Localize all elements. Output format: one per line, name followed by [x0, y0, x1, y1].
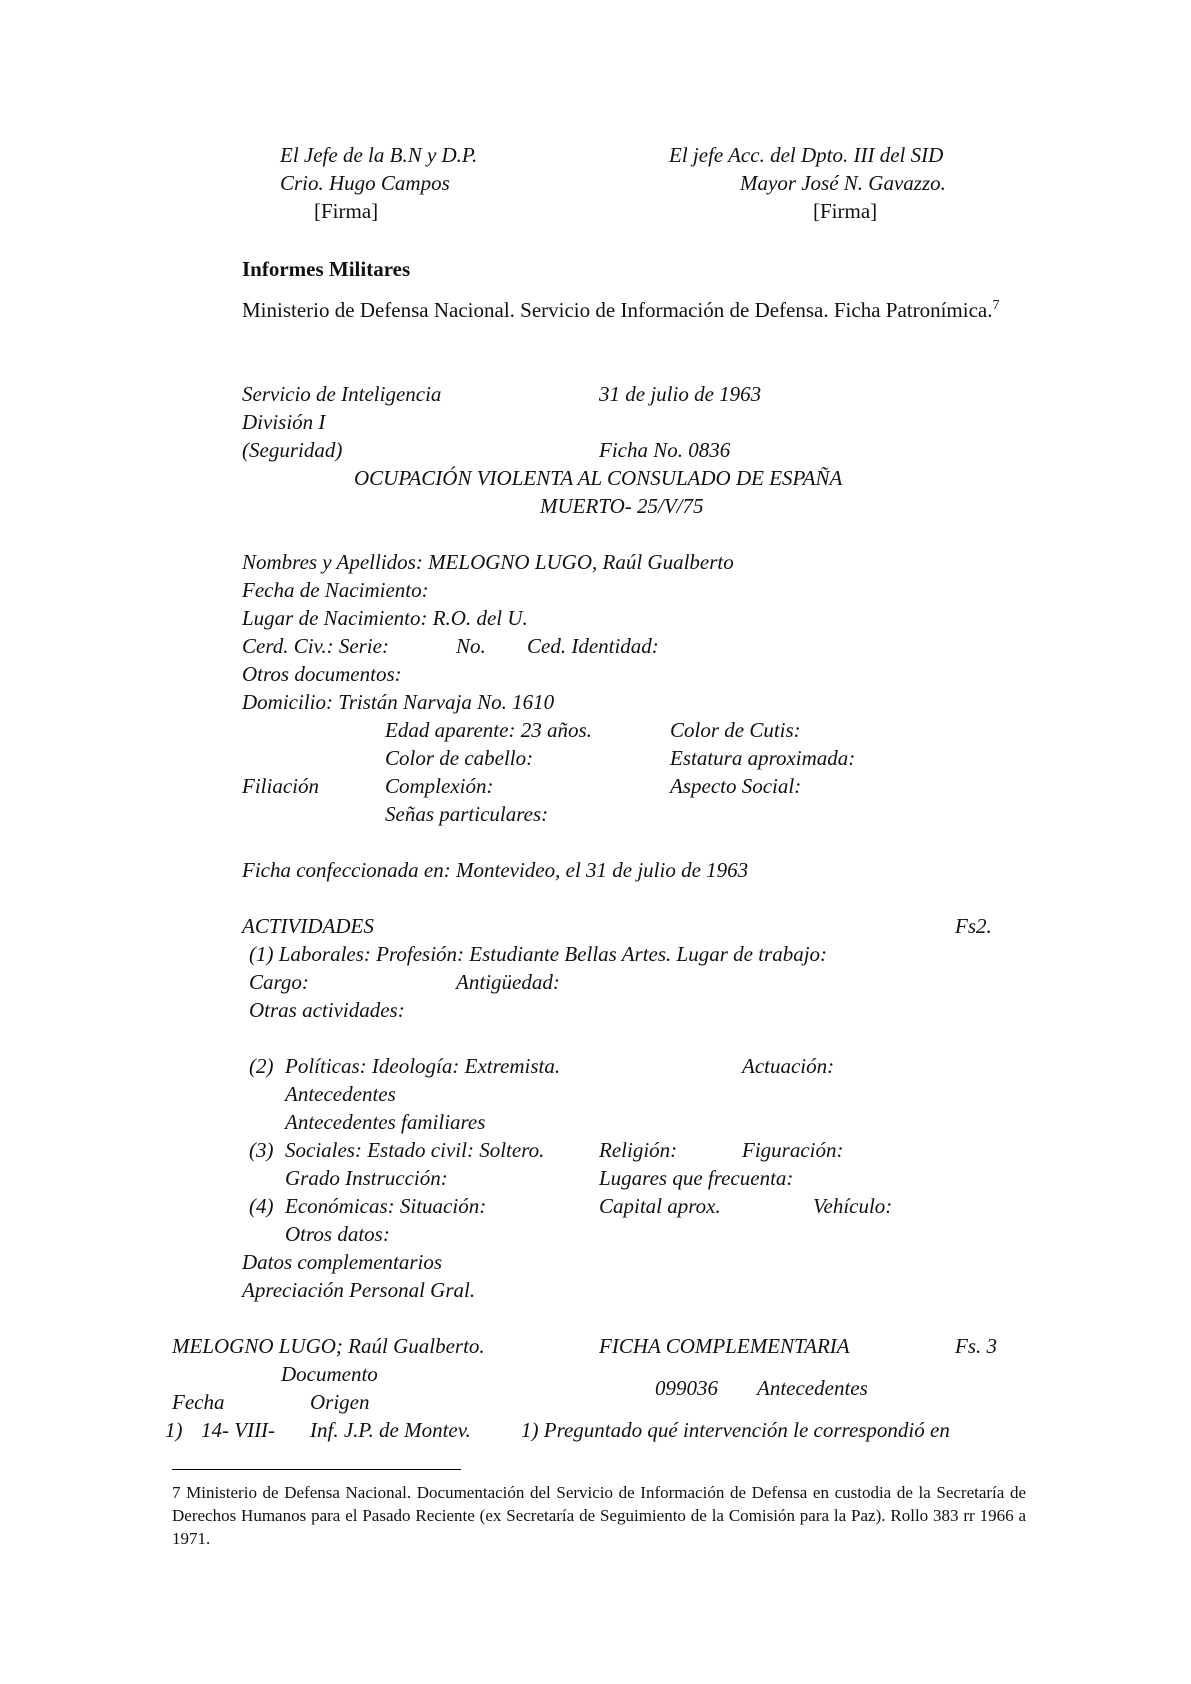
comp-row1-origen: Inf. J.P. de Montev.: [310, 1418, 471, 1442]
ficha-heading-1: OCUPACIÓN VIOLENTA AL CONSULADO DE ESPAÑA: [354, 466, 843, 490]
actividades-heading: ACTIVIDADES: [242, 914, 374, 938]
signature-left-title: El Jefe de la B.N y D.P.: [280, 143, 478, 167]
sociales-num: (3): [249, 1138, 274, 1162]
ficha-aspecto: Aspecto Social:: [670, 774, 802, 798]
economicas-capital: Capital aprox.: [599, 1194, 721, 1218]
comp-col-fecha: Fecha: [172, 1390, 225, 1414]
ficha-name: Nombres y Apellidos: MELOGNO LUGO, Raúl Gualberto: [242, 550, 734, 574]
ficha-confeccionada: Ficha confeccionada en: Montevideo, el 31 de julio de 1963: [242, 858, 749, 882]
sociales-religion: Religión:: [599, 1138, 678, 1162]
footnote-text: 7 Ministerio de Defensa Nacional. Documentación del Servicio de Información de Defensa en custodia de la Secretaría de Derechos Humanos para el Pasado Reciente (ex Secretaría de Seguimiento de la Comisión para la Paz). Rollo 383 rr 1966 a 1971.: [172, 1483, 1026, 1548]
ficha-senas: Señas particulares:: [385, 802, 549, 826]
economicas-text: Económicas: Situación:: [285, 1194, 487, 1218]
politicas-antecedentes-fam: Antecedentes familiares: [285, 1110, 486, 1134]
politicas-actuacion: Actuación:: [742, 1054, 835, 1078]
ficha-color-cabello: Color de cabello:: [385, 746, 534, 770]
signature-right-sign: [Firma]: [813, 199, 878, 223]
actividades-cargo: Cargo:: [249, 970, 309, 994]
comp-col-origen: Origen: [310, 1390, 370, 1414]
ficha-cerd-no: No.: [456, 634, 486, 658]
comp-col-documento: Documento: [281, 1362, 378, 1386]
comp-row1-num: 1): [165, 1418, 183, 1442]
ficha-date: 31 de julio de 1963: [599, 382, 762, 406]
footnote-rule: [172, 1469, 461, 1470]
ficha-edad: Edad aparente: 23 años.: [385, 718, 592, 742]
ficha-filiacion-label: Filiación: [242, 774, 319, 798]
economicas-otros-datos: Otros datos:: [285, 1222, 390, 1246]
sociales-grado: Grado Instrucción:: [285, 1166, 448, 1190]
actividades-otras: Otras actividades:: [249, 998, 405, 1022]
signature-right-title: El jefe Acc. del Dpto. III del SID: [669, 143, 944, 167]
ficha-heading-2: MUERTO- 25/V/75: [540, 494, 704, 518]
actividades-folio: Fs2.: [955, 914, 992, 938]
ficha-complexion: Complexión:: [385, 774, 494, 798]
apreciacion-personal: Apreciación Personal Gral.: [242, 1278, 476, 1302]
ficha-birth-place: Lugar de Nacimiento: R.O. del U.: [242, 606, 528, 630]
signature-right-name: Mayor José N. Gavazzo.: [740, 171, 946, 195]
comp-name: MELOGNO LUGO; Raúl Gualberto.: [172, 1334, 485, 1358]
politicas-text: Políticas: Ideología: Extremista.: [285, 1054, 561, 1078]
signature-left-name: Crio. Hugo Campos: [280, 171, 450, 195]
ficha-ced-identidad: Ced. Identidad:: [527, 634, 659, 658]
economicas-num: (4): [249, 1194, 274, 1218]
actividades-antiguedad: Antigüedad:: [456, 970, 560, 994]
ficha-number: Ficha No. 0836: [599, 438, 731, 462]
comp-folio: Fs. 3: [955, 1334, 997, 1358]
sociales-lugares: Lugares que frecuenta:: [599, 1166, 794, 1190]
actividades-laborales: (1) Laborales: Profesión: Estudiante Bellas Artes. Lugar de trabajo:: [249, 942, 828, 966]
signature-left-sign: [Firma]: [314, 199, 379, 223]
sociales-text: Sociales: Estado civil: Soltero.: [285, 1138, 545, 1162]
politicas-num: (2): [249, 1054, 274, 1078]
economicas-vehiculo: Vehículo:: [813, 1194, 893, 1218]
ficha-service: Servicio de Inteligencia: [242, 382, 442, 406]
intro-paragraph: [172, 296, 1026, 324]
section-heading: Informes Militares: [242, 257, 411, 281]
intro-text: Ministerio de Defensa Nacional. Servicio de Información de Defensa. Ficha Patronímica.: [242, 298, 993, 322]
comp-title: FICHA COMPLEMENTARIA: [599, 1334, 850, 1358]
sociales-figuracion: Figuración:: [742, 1138, 844, 1162]
comp-row1-fecha: 14- VIII-: [201, 1418, 276, 1442]
ficha-address: Domicilio: Tristán Narvaja No. 1610: [242, 690, 555, 714]
ficha-cerd-serie: Cerd. Civ.: Serie:: [242, 634, 389, 658]
ficha-color-cutis: Color de Cutis:: [670, 718, 801, 742]
ficha-security: (Seguridad): [242, 438, 343, 462]
comp-row1-text: 1) Preguntado qué intervención le correspondió en: [521, 1418, 950, 1442]
ficha-division: División I: [242, 410, 326, 434]
footnote-ref: 7: [992, 298, 1000, 313]
ficha-birth-date: Fecha de Nacimiento:: [242, 578, 429, 602]
comp-col-antecedentes: Antecedentes: [757, 1376, 868, 1400]
ficha-other-docs: Otros documentos:: [242, 662, 402, 686]
comp-doc-number: 099036: [655, 1376, 718, 1400]
ficha-estatura: Estatura aproximada:: [670, 746, 856, 770]
politicas-antecedentes: Antecedentes: [285, 1082, 396, 1106]
datos-complementarios: Datos complementarios: [242, 1250, 443, 1274]
